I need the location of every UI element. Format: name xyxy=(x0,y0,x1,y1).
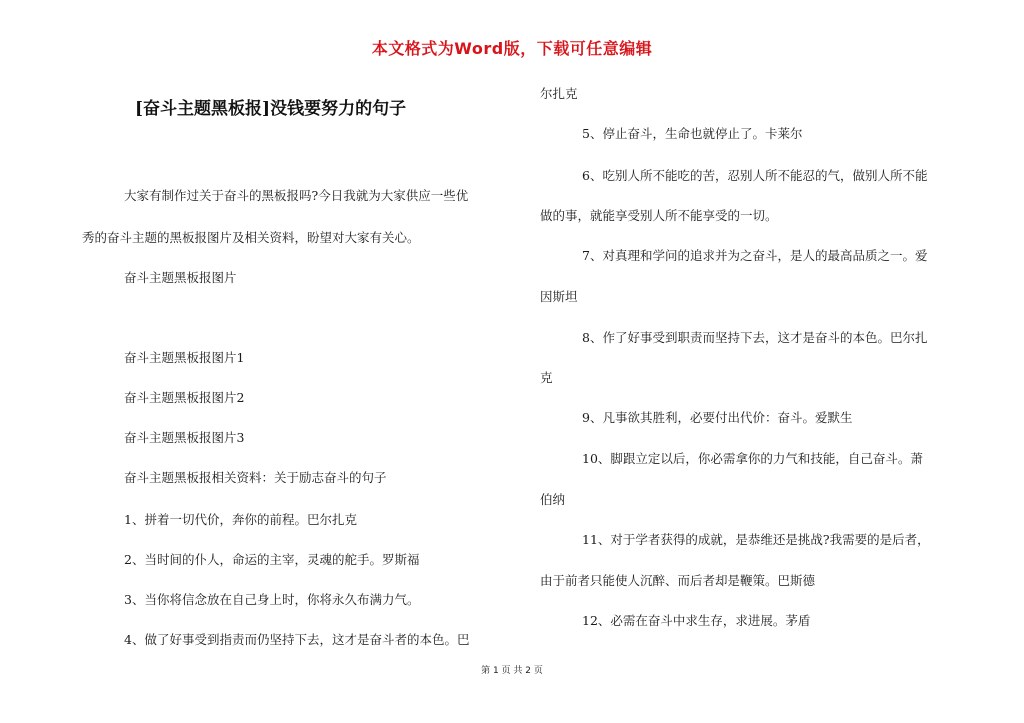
word-format-banner: 本文格式为Word版，下载可任意编辑 xyxy=(371,39,653,58)
quote-2: 2、当时间的仆人，命运的主宰，灵魂的舵手。罗斯福 xyxy=(124,552,420,567)
quote-7-line-2: 因斯坦 xyxy=(540,289,578,304)
quote-5: 5、停止奋斗，生命也就停止了。卡莱尔 xyxy=(582,126,803,141)
quote-6-line-1: 6、吃别人所不能吃的苦，忍别人所不能忍的气，做别人所不能 xyxy=(582,168,928,183)
quote-6-line-2: 做的事，就能享受别人所不能享受的一切。 xyxy=(540,208,778,223)
heading-images: 奋斗主题黑板报图片 xyxy=(124,270,237,285)
quote-10-line-2: 伯纳 xyxy=(540,492,566,507)
intro-line-2: 秀的奋斗主题的黑板报图片及相关资料，盼望对大家有关心。 xyxy=(82,230,420,245)
quote-7-line-1: 7、对真理和学问的追求并为之奋斗，是人的最高品质之一。爱 xyxy=(582,248,928,263)
page-number-footer: 第 1 页 共 2 页 xyxy=(481,666,543,676)
quote-3: 3、当你将信念放在自己身上时，你将永久布满力气。 xyxy=(124,592,420,607)
document-title: [奋斗主题黑板报]没钱要努力的句子 xyxy=(135,99,407,119)
quote-4-continued: 尔扎克 xyxy=(540,86,578,101)
quote-11-line-2: 由于前者只能使人沉醉、而后者却是鞭策。巴斯德 xyxy=(540,573,816,588)
quote-1: 1、拼着一切代价，奔你的前程。巴尔扎克 xyxy=(124,512,357,527)
quote-11-line-1: 11、对于学者获得的成就，是恭维还是挑战?我需要的是后者， xyxy=(582,532,930,547)
quote-4: 4、做了好事受到指责而仍坚持下去，这才是奋斗者的本色。巴 xyxy=(124,632,470,647)
related-heading: 奋斗主题黑板报相关资料：关于励志奋斗的句子 xyxy=(124,470,387,485)
quote-12: 12、必需在奋斗中求生存，求进展。茅盾 xyxy=(582,613,811,628)
quote-9: 9、凡事欲其胜利，必要付出代价：奋斗。爱默生 xyxy=(582,410,853,425)
intro-line-1: 大家有制作过关于奋斗的黑板报吗?今日我就为大家供应一些优 xyxy=(124,188,469,203)
image-caption-3: 奋斗主题黑板报图片3 xyxy=(124,430,245,445)
image-caption-1: 奋斗主题黑板报图片1 xyxy=(124,350,245,365)
quote-8-line-2: 克 xyxy=(540,370,553,385)
image-caption-2: 奋斗主题黑板报图片2 xyxy=(124,390,245,405)
quote-8-line-1: 8、作了好事受到职责而坚持下去，这才是奋斗的本色。巴尔扎 xyxy=(582,330,928,345)
quote-10-line-1: 10、脚跟立定以后，你必需拿你的力气和技能，自己奋斗。萧 xyxy=(582,451,923,466)
